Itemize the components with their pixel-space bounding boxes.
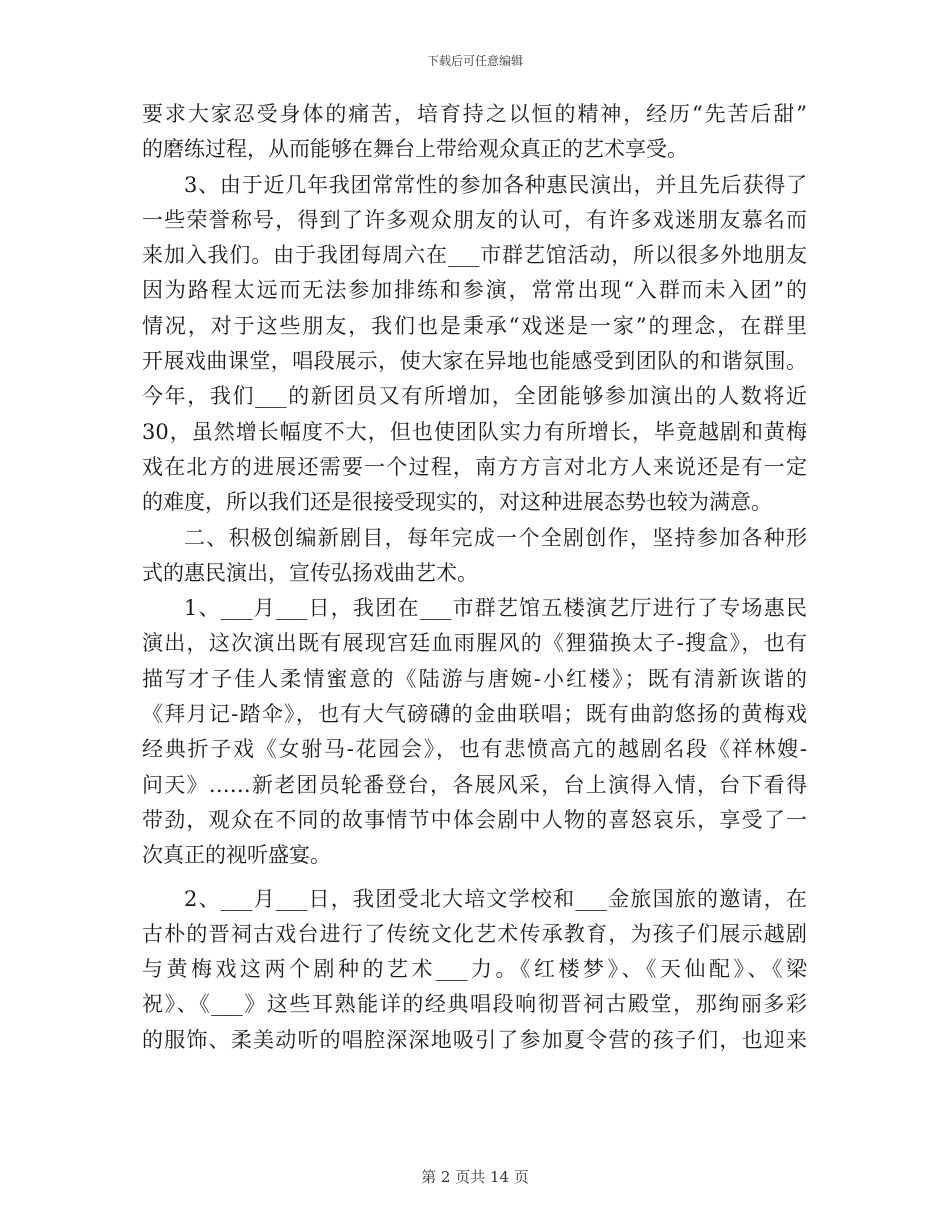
text-line: 一些荣誉称号，得到了许多观众朋友的认可，有许多戏迷朋友慕名而 <box>142 207 807 232</box>
text-line: 开展戏曲课堂，唱段展示，使大家在异地也能感受到团队的和谐氛围。 <box>142 349 807 374</box>
paragraph <box>142 882 807 1058</box>
text-line: 30，虽然增长幅度不大，但也使团队实力有所增长，毕竟越剧和黄梅 <box>142 419 807 444</box>
page-header: 下载后可任意编辑 <box>426 54 523 68</box>
paragraph <box>142 521 807 592</box>
text-line: 因为路程太远而无法参加排练和参演，常常出现“入群而未入团”的 <box>142 278 807 303</box>
text-line: 戏在北方的进展还需要一个过程，南方方言对北方人来说还是有一定 <box>142 454 807 479</box>
text-line: 与黄梅戏这两个剧种的艺术___力。《红楼梦》、《天仙配》、《梁 <box>142 957 807 982</box>
text-line: 带劲，观众在不同的故事情节中体会剧中人物的喜怒哀乐，享受了一 <box>142 807 807 832</box>
text-line: 《拜月记-踏伞》，也有大气磅礴的金曲联唱；既有曲韵悠扬的黄梅戏 <box>142 702 807 727</box>
text-line: 二、积极创编新剧目，每年完成一个全剧创作，坚持参加各种形 <box>184 525 807 550</box>
text-line: 问天》……新老团员轮番登台，各展风采，台上演得入情，台下看得 <box>142 772 807 797</box>
text-line: 祝》、《___》这些耳熟能详的经典唱段响彻晋祠古殿堂，那绚丽多彩 <box>142 992 807 1017</box>
text-line: 1、___月___日，我团在___市群艺馆五楼演艺厅进行了专场惠民 <box>184 596 807 621</box>
text-line: 2、___月___日，我团受北大培文学校和___金旅国旅的邀请，在 <box>184 886 807 911</box>
text-line: 情况，对于这些朋友，我们也是秉承“戏迷是一家”的理念，在群里 <box>142 313 807 338</box>
text-line: 的磨练过程，从而能够在舞台上带给观众真正的艺术享受。 <box>142 137 688 162</box>
text-line: 来加入我们。由于我团每周六在___市群艺馆活动，所以很多外地朋友 <box>142 243 807 268</box>
text-line: 次真正的视听盛宴。 <box>142 843 331 868</box>
paragraph <box>142 168 807 521</box>
document-body <box>142 97 807 1058</box>
text-line: 今年，我们___的新团员又有所增加，全团能够参加演出的人数将近 <box>142 384 807 409</box>
text-line: 式的惠民演出，宣传弘扬戏曲艺术。 <box>142 560 478 585</box>
text-line: 的服饰、柔美动听的唱腔深深地吸引了参加夏令营的孩子们，也迎来 <box>142 1027 807 1052</box>
text-line: 经典折子戏《女驸马-花园会》，也有悲愤高亢的越剧名段《祥林嫂- <box>142 737 807 762</box>
text-line: 古朴的晋祠古戏台进行了传统文化艺术传承教育，为孩子们展示越剧 <box>142 921 807 946</box>
text-line: 的难度，所以我们还是很接受现实的，对这种进展态势也较为满意。 <box>142 490 772 515</box>
text-line: 演出，这次演出既有展现宫廷血雨腥风的《狸猫换太子-搜盒》，也有 <box>142 631 807 656</box>
text-line: 3、由于近几年我团常常性的参加各种惠民演出，并且先后获得了 <box>184 172 807 197</box>
paragraph <box>142 591 807 873</box>
paragraph-gap <box>142 874 807 882</box>
page-footer: 第 2 页共 14 页 <box>421 1168 529 1186</box>
text-line: 描写才子佳人柔情蜜意的《陆游与唐婉-小红楼》；既有清新诙谐的 <box>142 666 807 691</box>
text-line: 要求大家忍受身体的痛苦，培育持之以恒的精神，经历“先苦后甜” <box>142 102 807 126</box>
paragraph <box>142 97 807 168</box>
